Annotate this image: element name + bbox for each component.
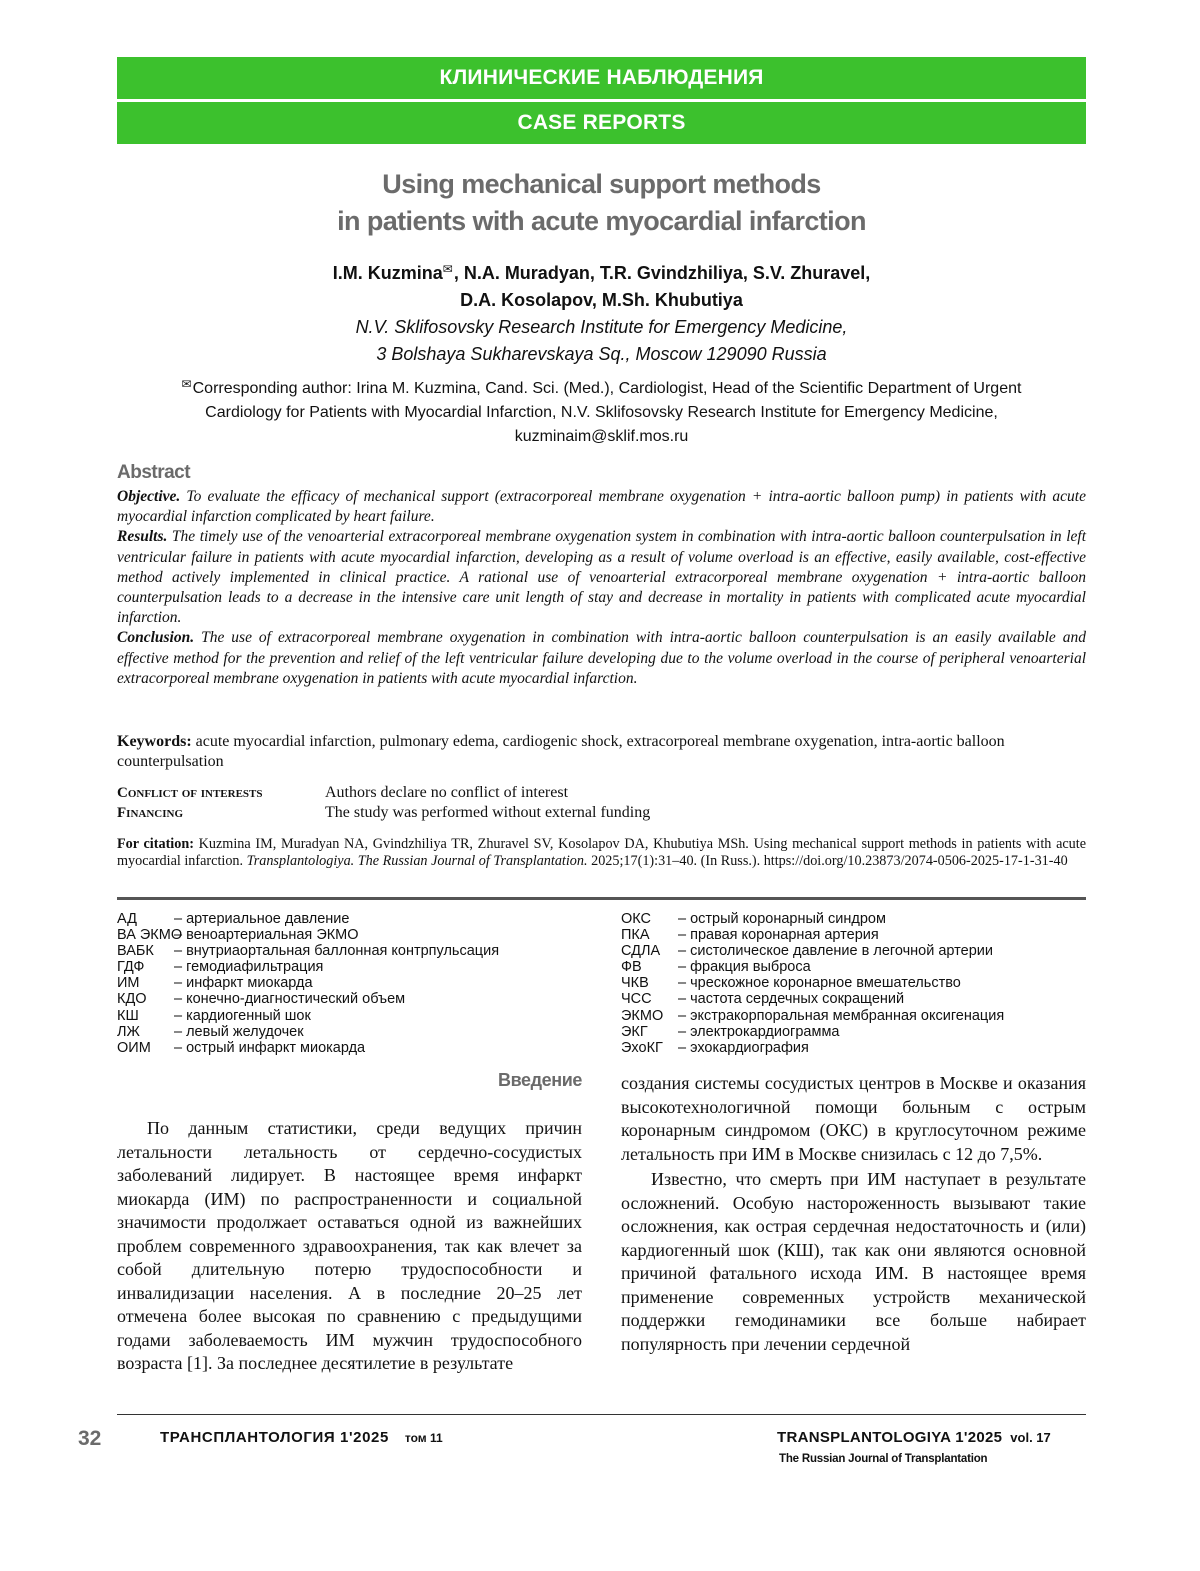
article-title bbox=[117, 166, 1086, 240]
abbreviation-term: СДЛА bbox=[621, 943, 661, 960]
abbreviation-definition: – гемодиафильтрация bbox=[174, 959, 324, 976]
abbreviation-definition: – электрокардиограмма bbox=[678, 1023, 840, 1040]
abbreviation-definition: – экстракорпоральная мембранная оксигенация bbox=[678, 1007, 1005, 1024]
keywords-label: Keywords: bbox=[117, 733, 192, 750]
abbreviation-row bbox=[621, 1008, 1004, 1024]
journal-subtitle-en: The Russian Journal of Transplantation bbox=[779, 1453, 988, 1465]
abbreviation-row bbox=[117, 911, 499, 927]
citation bbox=[117, 836, 1086, 870]
abbreviation-row bbox=[621, 959, 1004, 975]
abbreviation-row bbox=[117, 1008, 499, 1024]
abbreviation-definition: – систолическое давление в легочной артерии bbox=[678, 943, 993, 960]
conflict-row bbox=[117, 783, 650, 803]
abbreviation-term: ГДФ bbox=[117, 959, 145, 976]
abstract-body bbox=[117, 487, 1086, 689]
abbreviation-row bbox=[117, 1040, 499, 1056]
abstract-objective bbox=[117, 487, 1086, 527]
abbreviation-definition: – правая коронарная артерия bbox=[678, 927, 879, 944]
citation-text: Kuzmina IM, Muradyan NA, Gvindzhiliya TR, Zhuravel SV, Kosolapov DA, Khubutiya MSh. Using mechanical support methods in patients with acute myocardial infarction. bbox=[117, 836, 1086, 869]
citation-label: For citation: bbox=[117, 836, 194, 852]
divider bbox=[117, 897, 1086, 900]
author-names: , N.A. Muradyan, T.R. Gvindzhiliya, S.V. Zhuravel, bbox=[453, 263, 871, 283]
affiliation bbox=[117, 314, 1086, 368]
abbreviation-row bbox=[621, 991, 1004, 1007]
body-paragraph: Известно, что смерть при ИМ наступает в результате осложнений. Особую настороженность вызывают такие осложнения, как острая сердечная недостаточность и (или) кардиогенный шок (КШ), так как они являются основной причиной фатального исхода ИМ. В настоящее время применение современных устройств механической поддержки гемодинамики все больше набирает популярность при лечении сердечной bbox=[621, 1169, 1086, 1354]
abbreviation-row bbox=[117, 927, 499, 943]
abbreviation-term: ЛЖ bbox=[117, 1023, 140, 1040]
page-number: 32 bbox=[78, 1427, 102, 1450]
keywords-text: acute myocardial infarction, pulmonary edema, cardiogenic shock, extracorporeal membrane oxygenation, intra-aortic balloon counterpulsation bbox=[117, 733, 1005, 770]
journal-name-ru: ТРАНСПЛАНТОЛОГИЯ 1'2025 bbox=[160, 1429, 389, 1446]
abbreviation-definition: – кардиогенный шок bbox=[174, 1007, 311, 1024]
body-column-left bbox=[117, 1117, 582, 1376]
abbreviation-definition: – левый желудочек bbox=[174, 1023, 304, 1040]
abbreviation-term: ИМ bbox=[117, 975, 140, 992]
abbreviation-row bbox=[621, 943, 1004, 959]
financing-text: The study was performed without external funding bbox=[325, 804, 651, 821]
abbreviation-definition: – частота сердечных сокращений bbox=[678, 991, 905, 1008]
footer-divider bbox=[117, 1414, 1086, 1415]
article-title-line: in patients with acute myocardial infarction bbox=[337, 206, 866, 236]
financing-label: Financing bbox=[117, 805, 183, 821]
conflict-text: Authors declare no conflict of interest bbox=[325, 784, 569, 801]
abbreviation-term: ОКС bbox=[621, 911, 652, 927]
abbreviation-definition: – артериальное давление bbox=[174, 911, 350, 927]
introduction-heading: Введение bbox=[497, 1070, 582, 1090]
objective-label: Objective. bbox=[117, 488, 181, 505]
abstract-results bbox=[117, 527, 1086, 628]
abstract-heading: Abstract bbox=[117, 462, 191, 483]
abbreviation-definition: – острый инфаркт миокарда bbox=[174, 1039, 366, 1056]
affiliation-line: 3 Bolshaya Sukharevskaya Sq., Moscow 129090 Russia bbox=[376, 344, 827, 364]
section-band-ru bbox=[117, 57, 1086, 99]
corresponding-author-name[interactable]: I.M. Kuzmina bbox=[332, 263, 443, 283]
mail-icon: ✉ bbox=[442, 262, 453, 276]
abbreviation-term: ВА ЭКМО bbox=[117, 927, 183, 944]
mail-icon: ✉ bbox=[181, 377, 192, 391]
article-meta bbox=[117, 783, 650, 823]
citation-doi[interactable]: 2025;17(1):31–40. (In Russ.). https://doi.org/10.23873/2074-0506-2025-17-1-31-40 bbox=[587, 853, 1068, 869]
abbreviation-term: ПКА bbox=[621, 927, 650, 944]
corresponding-line: Cardiology for Patients with Myocardial Infarction, N.V. Sklifosovsky Research Institute for Emergency Medicine, bbox=[205, 404, 998, 421]
journal-name-en: TRANSPLANTOLOGIYA 1'2025 bbox=[777, 1429, 1003, 1446]
abbreviation-definition: – чрескожное коронарное вмешательство bbox=[678, 975, 961, 992]
abbreviation-row bbox=[621, 1024, 1004, 1040]
results-text: The timely use of the venoarterial extracorporeal membrane oxygenation system in combination with intra-aortic balloon counterpulsation in left ventricular failure in patients with acute myocardial infarction, developing as a result of volume overload is an effective, easily available, cost-effective method actively implemented in clinical practice. A rational use of venoarterial extracorporeal membrane oxygenation + intra-aortic balloon counterpulsation leads to a decrease in the intensive care unit length of stay and decrease in mortality in patients with complicated acute myocardial infarction. bbox=[117, 528, 1086, 627]
body-paragraph: По данным статистики, среди ведущих причин летальности летальность от сердечно-сосудистых заболеваний лидирует. В настоящее время инфаркт миокарда (ИМ) по распространенности и социальной значимости продолжает оставаться одной из важнейших проблем современного здравоохранения, так как влечет за собой длительную потерю трудоспособности и инвалидизации населения. А в последние 20–25 лет отмечена более высокая по сравнению с предыдущими годами заболеваемость ИМ мужчин трудоспособного возраста [1]. За последнее десятилетие в результате bbox=[117, 1118, 582, 1373]
abbreviation-term: ВАБК bbox=[117, 943, 154, 960]
abbreviation-definition: – инфаркт миокарда bbox=[174, 975, 313, 992]
abbreviation-term: ЭКГ bbox=[621, 1023, 648, 1040]
abbreviation-term: КШ bbox=[117, 1007, 139, 1024]
abbreviation-row bbox=[621, 1040, 1004, 1056]
conclusion-text: The use of extracorporeal membrane oxygenation in combination with intra-aortic balloon counterpulsation is an easily available and effective method for the prevention and relief of the left ventricular failure developing due to the volume overload in the course of peripheral venoarterial extracorporeal membrane oxygenation in patients with acute myocardial infarction. bbox=[117, 629, 1086, 687]
abbreviation-definition: – веноартериальная ЭКМО bbox=[174, 927, 359, 944]
abbreviation-row bbox=[117, 1024, 499, 1040]
footer-journal-en bbox=[777, 1429, 1051, 1446]
section-title-ru: КЛИНИЧЕСКИЕ НАБЛЮДЕНИЯ bbox=[439, 66, 764, 89]
abbreviation-row bbox=[117, 975, 499, 991]
citation-journal: Transplantologiya. The Russian Journal of Transplantation. bbox=[246, 853, 588, 869]
abbreviation-row bbox=[621, 975, 1004, 991]
abbreviation-definition: – эхокардиография bbox=[678, 1039, 809, 1056]
abbreviation-term: ОИМ bbox=[117, 1039, 151, 1056]
abbreviation-term: ЧСС bbox=[621, 991, 652, 1008]
abbreviation-definition: – внутриаортальная баллонная контрпульсация bbox=[174, 943, 500, 960]
volume-en: vol. 17 bbox=[1010, 1430, 1051, 1445]
abbreviation-definition: – конечно-диагностический объем bbox=[174, 991, 406, 1008]
author-line bbox=[117, 256, 1086, 287]
affiliation-line: N.V. Sklifosovsky Research Institute for Emergency Medicine, bbox=[355, 317, 848, 337]
volume-ru: том 11 bbox=[404, 1431, 443, 1445]
corresponding-email[interactable]: kuzminaim@sklif.mos.ru bbox=[514, 428, 689, 445]
body-column-right bbox=[621, 1072, 1086, 1356]
financing-row bbox=[117, 803, 650, 823]
abbreviation-term: ЭхоКГ bbox=[621, 1039, 663, 1056]
section-title-en: CASE REPORTS bbox=[517, 111, 686, 134]
keywords bbox=[117, 732, 1086, 772]
objective-text: To evaluate the efficacy of mechanical support (extracorporeal membrane oxygenation + intra-aortic balloon pump) in patients with acute myocardial infarction complicated by heart failure. bbox=[117, 488, 1086, 526]
author-list bbox=[117, 256, 1086, 314]
corresponding-author bbox=[117, 372, 1086, 449]
abbreviation-definition: – острый коронарный синдром bbox=[678, 911, 886, 927]
abbreviation-term: АД bbox=[117, 911, 137, 927]
results-label: Results. bbox=[117, 528, 168, 546]
abstract-conclusion bbox=[117, 628, 1086, 689]
abbreviation-term: КДО bbox=[117, 991, 147, 1008]
abbreviations-left bbox=[117, 911, 499, 1056]
body-paragraph: создания системы сосудистых центров в Москве и оказания высокотехнологичной помощи больным с острым коронарным синдромом (ОКС) в круглосуточном режиме летальность при ИМ в Москве снизилась с 12 до 7,5%. bbox=[621, 1073, 1086, 1164]
abbreviation-term: ФВ bbox=[621, 959, 642, 976]
abbreviations-right bbox=[621, 911, 1004, 1056]
abbreviation-row bbox=[621, 911, 1004, 927]
conclusion-label: Conclusion. bbox=[117, 629, 195, 647]
abbreviation-definition: – фракция выброса bbox=[678, 959, 811, 976]
abbreviation-row bbox=[117, 959, 499, 975]
section-band-en bbox=[117, 102, 1086, 144]
author-line: D.A. Kosolapov, M.Sh. Khubutiya bbox=[460, 290, 743, 310]
abbreviation-term: ЧКВ bbox=[621, 975, 649, 992]
abbreviation-term: ЭКМО bbox=[621, 1007, 664, 1024]
abbreviation-row bbox=[117, 943, 499, 959]
corresponding-line bbox=[117, 372, 1086, 401]
footer-journal-ru bbox=[160, 1429, 443, 1446]
conflict-label: Conflict of interests bbox=[117, 785, 263, 801]
article-title-line: Using mechanical support methods bbox=[382, 169, 821, 199]
abbreviation-row bbox=[621, 927, 1004, 943]
corresponding-text: Corresponding author: Irina M. Kuzmina, Cand. Sci. (Med.), Cardiologist, Head of the Scientific Department of Urgent bbox=[192, 380, 1022, 397]
abbreviation-row bbox=[117, 991, 499, 1007]
